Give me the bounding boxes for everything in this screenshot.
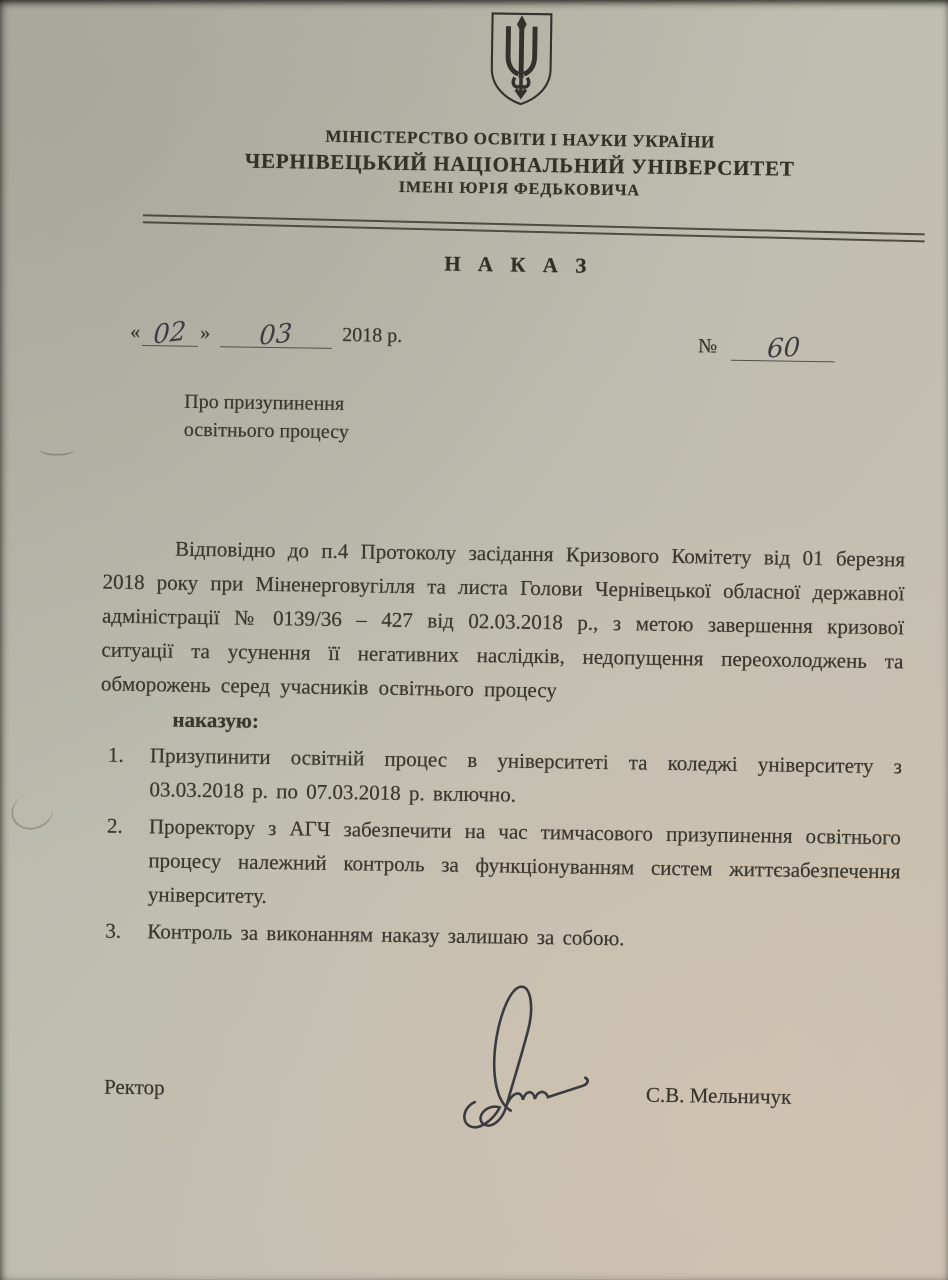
item-number: 1.: [107, 742, 124, 767]
trident-icon: [486, 8, 557, 109]
decree-word: наказую:: [172, 707, 260, 733]
item-number: 2.: [106, 813, 123, 838]
item-text: Контроль за виконанням наказу залишаю за собою.: [147, 919, 625, 951]
signer-position: Ректор: [103, 1074, 165, 1100]
handwritten-number: 60: [765, 332, 801, 365]
paper-crease: [7, 788, 58, 835]
document-header: [45, 2, 948, 206]
order-item: [106, 809, 901, 923]
double-rule-divider: [143, 214, 925, 242]
date-line: [130, 315, 402, 350]
month-blank: [220, 316, 332, 352]
open-quote: «: [130, 320, 141, 344]
year-suffix: 2018 р.: [342, 324, 403, 347]
ministry-name: МІНІСТЕРСТВО ОСВІТИ І НАУКИ УКРАЇНИ: [325, 126, 715, 152]
number-blank: [731, 330, 835, 363]
preamble-paragraph: Відповідно до п.4 Протоколу засідання Кризового Комітету від 01 березня 2018 року при Міненерговугілля та листа Голови Чернівецької обласної державної адміністрації № 0139/36 – 427 від 02.03.2018 р., з метою завершення кризової ситуації та усунення її негативних наслідків, недопущення переохолоджень та обморожень серед учасників освітнього процесу: [100, 536, 906, 703]
university-name-suffix: ІМЕНІ ЮРІЯ ФЕДЬКОВИЧА: [398, 178, 641, 200]
item-text: Проректору з АГЧ забезпечити на час тимчасового призупинення освітнього процесу належний контроль за функціонуванням систем життєзабезпечення університету.: [147, 814, 902, 908]
university-name: ЧЕРНІВЕЦЬКИЙ НАЦІОНАЛЬНИЙ УНІВЕРСИТЕТ: [244, 148, 795, 181]
close-quote: »: [200, 321, 211, 345]
subject-line-2: освітнього процесу: [183, 418, 350, 444]
order-number-line: [697, 329, 836, 365]
paper-crease: [38, 442, 74, 457]
subject-line-1: Про призупинення: [184, 390, 345, 416]
order-title: Н А К А З: [444, 251, 593, 278]
item-text: Призупинити освітній процес в університеті та коледжі університету з 03.03.2018 р. по 07.03.2018 р. включно.: [149, 743, 903, 807]
handwritten-month: 03: [258, 318, 294, 352]
number-sign: №: [697, 335, 718, 358]
item-number: 3.: [105, 918, 122, 943]
handwritten-day: 02: [153, 316, 188, 351]
order-body: [97, 531, 905, 963]
signature-scribble-icon: [452, 980, 632, 1139]
signer-name: С.В. Мельничук: [645, 1082, 792, 1109]
order-item: [107, 738, 902, 818]
day-blank: [142, 315, 198, 351]
order-subject: [184, 388, 350, 446]
order-items: [97, 737, 902, 959]
